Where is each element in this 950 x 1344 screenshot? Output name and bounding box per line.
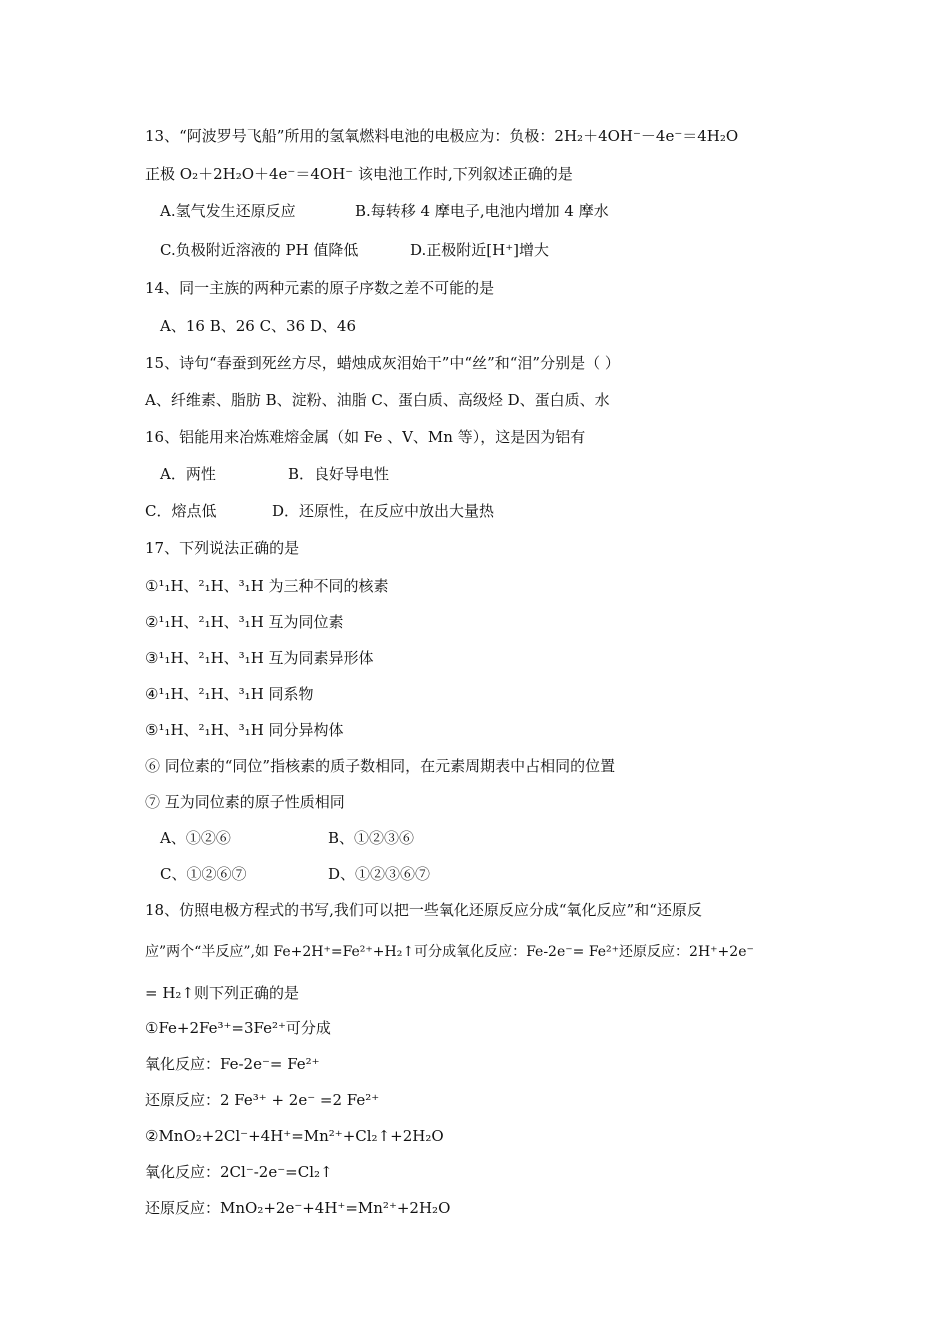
q16-options-ab xyxy=(160,464,389,484)
q17-statement-3: ③¹₁H、²₁H、³₁H 互为同素异形体 xyxy=(145,649,374,667)
q17-options-cd xyxy=(160,864,430,884)
q13-option-c: C.负极附近溶液的 PH 值降低 xyxy=(160,241,359,259)
q17-stem: 17、下列说法正确的是 xyxy=(145,539,300,557)
q18-equation-1-reduction: 还原反应：2 Fe³⁺ + 2e⁻ =2 Fe²⁺ xyxy=(145,1091,380,1109)
q17-statement-2: ②¹₁H、²₁H、³₁H 互为同位素 xyxy=(145,613,344,631)
q16-option-d: D．还原性，在反应中放出大量热 xyxy=(272,502,495,520)
q18-equation-2: ②MnO₂+2Cl⁻+4H⁺=Mn²⁺+Cl₂↑+2H₂O xyxy=(145,1127,444,1145)
q17-options-ab xyxy=(160,828,414,848)
q18-equation-1: ①Fe+2Fe³⁺=3Fe²⁺可分成 xyxy=(145,1019,331,1037)
q18-equation-1-oxidation: 氧化反应：Fe-2e⁻= Fe²⁺ xyxy=(145,1055,320,1073)
q17-option-d: D、①②③⑥⑦ xyxy=(328,865,431,883)
q15-options: A、纤维素、脂肪 B、淀粉、油脂 C、蛋白质、高级烃 D、蛋白质、水 xyxy=(145,391,610,409)
q13-option-d: D.正极附近[H⁺]增大 xyxy=(410,241,549,259)
q16-stem: 16、铝能用来冶炼难熔金属（如 Fe 、V、Mn 等），这是因为铝有 xyxy=(145,428,586,446)
q17-statement-5: ⑤¹₁H、²₁H、³₁H 同分异构体 xyxy=(145,721,344,739)
q17-statement-4: ④¹₁H、²₁H、³₁H 同系物 xyxy=(145,685,314,703)
q18-line2: 应”两个“半反应”,如 Fe+2H⁺=Fe²⁺+H₂↑可分成氧化反应：Fe-2e⁻= Fe²⁺还原反应：2H⁺+2e⁻ xyxy=(145,944,754,960)
q13-line1: 13、“阿波罗号飞船”所用的氢氧燃料电池的电极应为：负极：2H₂＋4OH⁻－4e⁻＝4H₂O xyxy=(145,127,739,145)
q17-statement-6: ⑥ 同位素的“同位”指核素的质子数相同，在元素周期表中占相同的位置 xyxy=(145,757,616,775)
q17-statement-7: ⑦ 互为同位素的原子性质相同 xyxy=(145,793,345,811)
q16-option-a: A．两性 xyxy=(160,465,216,483)
q15-stem: 15、诗句“春蚕到死丝方尽，蜡烛成灰泪始干”中“丝”和“泪”分别是（ ） xyxy=(145,354,620,372)
q13-options-ab xyxy=(160,201,609,221)
q16-option-b: B．良好导电性 xyxy=(288,465,390,483)
q18-line1: 18、仿照电极方程式的书写,我们可以把一些氧化还原反应分成“氧化反应”和“还原反 xyxy=(145,901,702,919)
q14-options: A、16 B、26 C、36 D、46 xyxy=(160,317,357,335)
q13-option-a: A.氢气发生还原反应 xyxy=(160,202,296,220)
q18-equation-2-reduction: 还原反应：MnO₂+2e⁻+4H⁺=Mn²⁺+2H₂O xyxy=(145,1199,451,1217)
q13-options-cd xyxy=(160,240,549,260)
q17-option-a: A、①②⑥ xyxy=(160,829,231,847)
q13-option-b: B.每转移 4 摩电子,电池内增加 4 摩水 xyxy=(355,202,609,220)
q13-line2: 正极 O₂＋2H₂O＋4e⁻＝4OH⁻ 该电池工作时,下列叙述正确的是 xyxy=(145,165,573,183)
q17-statement-1: ①¹₁H、²₁H、³₁H 为三种不同的核素 xyxy=(145,577,389,595)
q16-option-c: C．熔点低 xyxy=(145,502,217,520)
q18-line3: = H₂↑则下列正确的是 xyxy=(145,984,299,1002)
q17-option-b: B、①②③⑥ xyxy=(328,829,415,847)
q16-options-cd xyxy=(145,501,494,521)
q18-equation-2-oxidation: 氧化反应：2Cl⁻-2e⁻=Cl₂↑ xyxy=(145,1163,333,1181)
q17-option-c: C、①②⑥⑦ xyxy=(160,865,247,883)
q14-stem: 14、同一主族的两种元素的原子序数之差不可能的是 xyxy=(145,279,495,297)
